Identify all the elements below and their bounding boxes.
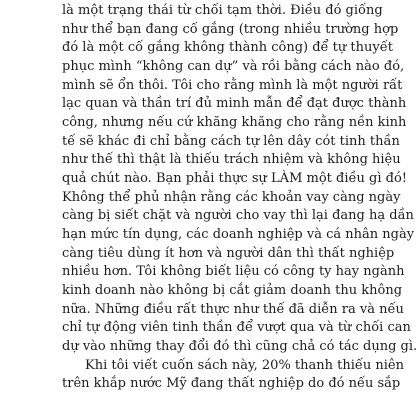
text-line: dự vào những thay đổi đó thì cũng chả có tác dụng gì. [62,339,417,354]
text-line: tế sẽ khác đi chỉ bằng cách tự lên dây cót tinh thần [62,133,400,149]
text-line: như thể bạn đang cố gắng (trong nhiều trường hợp [62,21,399,37]
text-line: chỉ tự động viên tinh thần để vượt qua và từ chối can [62,320,411,336]
text-line: lạc quan và thần trí đủ minh mẫn để đạt được thành [62,96,407,112]
text-line: Khi tôi viết cuốn sách này, 20% thanh thiếu niên [85,357,405,373]
text-line: càng tiêu dùng ít hơn và người dân thì thất nghiệp [62,245,395,261]
text-line: mình sẽ ổn thôi. Tôi cho rằng mình là một người rất [62,77,403,93]
text-line: nữa. Những điều rất thực như thế đã diễn ra và nếu [62,301,404,317]
text-line: càng bị siết chặt và người cho vay thì lại đang hạ dần [62,208,414,224]
text-line: như thế thì thật là thiếu trách nhiệm và không hiệu [62,152,401,168]
text-line: là một trạng thái từ chối tạm thời. Điều đó giống [62,3,383,18]
text-line: kinh doanh nào không bị cắt giảm doanh thu không [62,283,403,298]
text-line: hạn mức tín dụng, các doanh nghiệp và cá nhân ngày [62,227,415,242]
text-line: công, nhưng nếu cứ khăng khăng cho rằng nền kinh [62,115,407,130]
text-line: Không thể phủ nhận rằng các khoản vay càng ngày [62,189,401,205]
text-line: phục mình “không can dự” và rồi bằng cách nào đó, [62,59,405,74]
text-line: nhiều hơn. Tôi không biết liệu có công ty hay ngành [62,264,405,280]
text-line: đó là một cố gắng không thành công) để tự thuyết [62,40,393,56]
text-line: quả chút nào. Bạn phải thực sự LÀM một điều gì đó! [62,171,407,186]
text-line: trên khắp nước Mỹ đang thất nghiệp do đó nếu sắp [62,376,401,392]
